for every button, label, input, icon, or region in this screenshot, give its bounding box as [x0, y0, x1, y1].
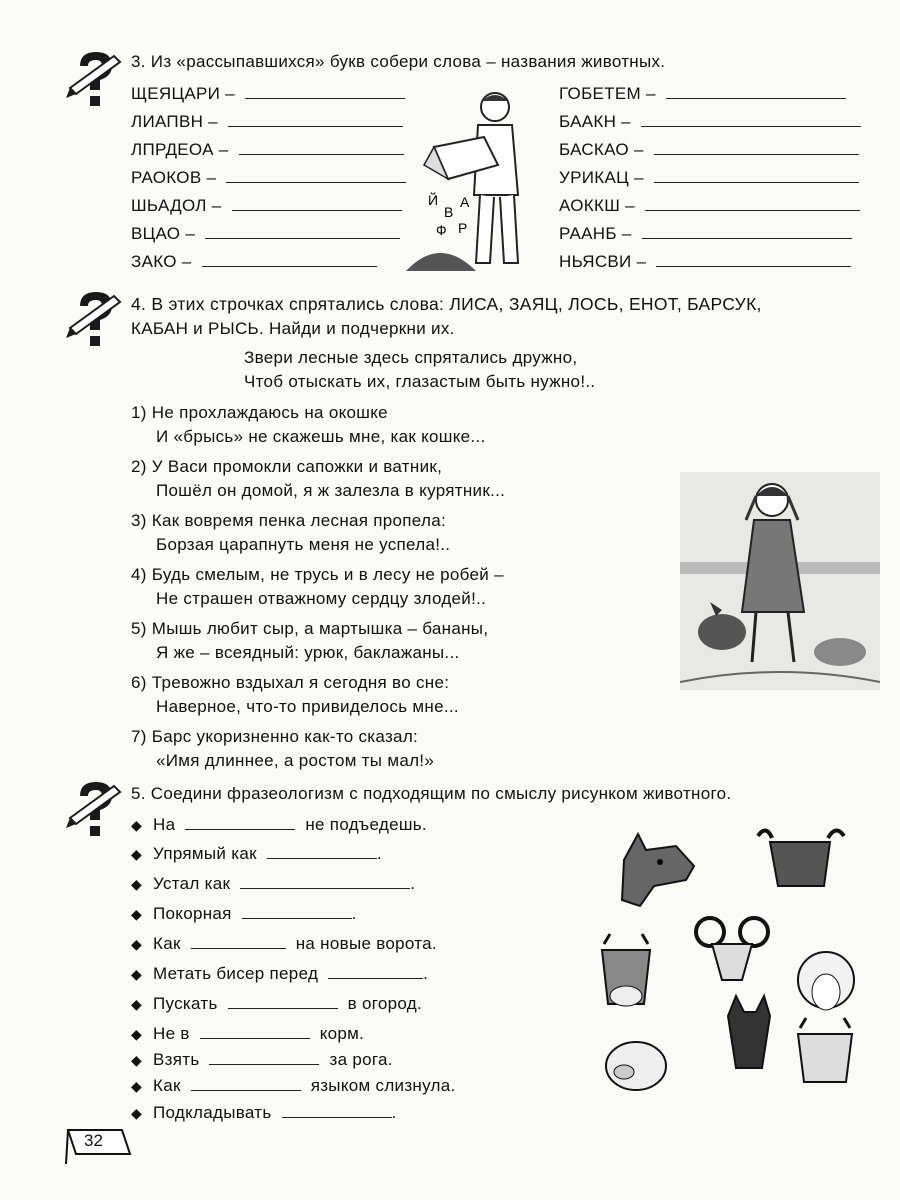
answer-line[interactable] [226, 168, 406, 183]
idiom-item: ◆ Подкладывать . [131, 1103, 397, 1122]
epigraph-line: Звери лесные здесь спрятались дружно, [244, 348, 578, 367]
svg-text:Р: Р [458, 220, 468, 236]
verse-line: 1) Не прохлаждаюсь на окошке [131, 403, 388, 422]
scrambled-word: БАСКАО – [559, 140, 869, 160]
answer-line[interactable] [242, 904, 352, 919]
answer-line[interactable] [205, 224, 400, 239]
diamond-bullet-icon: ◆ [131, 1026, 143, 1042]
scrambled-word: БААКН – [559, 112, 871, 132]
verse-line: 6) Тревожно вздыхал я сегодня во сне: [131, 673, 450, 692]
cow-head-icon [602, 934, 650, 1006]
task3-title: 3. Из «рассыпавшихся» букв собери слова – названия животных. [131, 52, 666, 71]
boy-pouring-letters-illustration [400, 85, 555, 275]
diamond-bullet-icon: ◆ [131, 996, 143, 1012]
diamond-bullet-icon: ◆ [131, 1052, 143, 1068]
idiom-item: ◆ На не подъедешь. [131, 815, 427, 834]
scrambled-word: УРИКАЦ – [559, 168, 869, 188]
answer-line[interactable] [209, 1050, 319, 1065]
answer-line[interactable] [202, 252, 377, 267]
page-number: 32 [84, 1131, 103, 1150]
verse-line: Я же – всеядный: урюк, баклажаны... [156, 643, 460, 662]
answer-line[interactable] [185, 815, 295, 830]
question-pencil-icon [66, 778, 124, 840]
epigraph-line: Чтоб отыскать их, глазастым быть нужно!.. [244, 372, 596, 391]
verse-line: 5) Мышь любит сыр, а мартышка – бананы, [131, 619, 489, 638]
scrambled-word: НЬЯСВИ – [559, 252, 861, 272]
diamond-bullet-icon: ◆ [131, 876, 143, 892]
scrambled-word: РААНБ – [559, 224, 862, 244]
answer-line[interactable] [656, 252, 851, 267]
horse-head-icon [622, 834, 694, 906]
answer-line[interactable] [328, 964, 423, 979]
page-number-badge [64, 1124, 134, 1166]
answer-line[interactable] [282, 1103, 392, 1118]
answer-line[interactable] [654, 140, 859, 155]
scrambled-word: ШЬАДОЛ – [131, 196, 412, 216]
task4-title-line1: 4. В этих строчках спрятались слова: ЛИСА, ЗАЯЦ, ЛОСЬ, ЕНОТ, БАРСУК, [131, 294, 762, 314]
verse-line: Не страшен отважному сердцу злодей!.. [156, 589, 487, 608]
idiom-item: ◆ Как на новые ворота. [131, 934, 437, 953]
scrambled-word: ЩЕЯЦАРИ – [131, 84, 415, 104]
diamond-bullet-icon: ◆ [131, 936, 143, 952]
scrambled-word: РАОКОВ – [131, 168, 416, 188]
scrambled-word: АОККШ – [559, 196, 870, 216]
animal-heads-illustration [590, 820, 890, 1110]
calf-head-icon [798, 1018, 852, 1082]
donkey-head-icon [728, 996, 770, 1068]
question-pencil-icon [66, 288, 124, 350]
answer-line[interactable] [191, 1076, 301, 1091]
girl-with-chickens-illustration [680, 472, 880, 690]
verse-line: «Имя длиннее, а ростом ты мал!» [156, 751, 435, 770]
idiom-item: ◆ Устал как . [131, 874, 416, 893]
answer-line[interactable] [239, 140, 404, 155]
verse-line: 3) Как вовремя пенка лесная пропела: [131, 511, 446, 530]
idiom-item: ◆ Как языком слизнула. [131, 1076, 456, 1095]
verse-line: Наверное, что-то привиделось мне... [156, 697, 459, 716]
answer-line[interactable] [228, 994, 338, 1009]
sheep-head-icon [798, 952, 854, 1010]
verse-line: 7) Барс укоризненно как-то сказал: [131, 727, 419, 746]
task4-title-line2: КАБАН и РЫСЬ. Найди и подчеркни их. [131, 319, 455, 338]
idiom-item: ◆ Метать бисер перед . [131, 964, 429, 983]
answer-line[interactable] [267, 844, 377, 859]
verse-line: Борзая царапнуть меня не успела!.. [156, 535, 451, 554]
verse-line: Пошёл он домой, я ж залезла в курятник... [156, 481, 506, 500]
answer-line[interactable] [200, 1024, 310, 1039]
scrambled-word: ГОБЕТЕМ – [559, 84, 856, 104]
answer-line[interactable] [232, 196, 402, 211]
pig-head-icon [606, 1042, 666, 1090]
scrambled-word: ЛПРДЕОА – [131, 140, 414, 160]
answer-line[interactable] [240, 874, 410, 889]
answer-line[interactable] [645, 196, 860, 211]
verse-line: 4) Будь смелым, не трусь и в лесу не робей – [131, 565, 504, 584]
answer-line[interactable] [654, 168, 859, 183]
ram-head-icon [696, 918, 768, 980]
idiom-item: ◆ Не в корм. [131, 1024, 365, 1043]
verse-line: И «брысь» не скажешь мне, как кошке... [156, 427, 486, 446]
answer-line[interactable] [666, 84, 846, 99]
diamond-bullet-icon: ◆ [131, 1105, 143, 1121]
question-pencil-icon [66, 48, 124, 110]
svg-text:Й: Й [428, 192, 439, 208]
verse-line: 2) У Васи промокли сапожки и ватник, [131, 457, 443, 476]
answer-line[interactable] [642, 224, 852, 239]
answer-line[interactable] [191, 934, 286, 949]
diamond-bullet-icon: ◆ [131, 817, 143, 833]
diamond-bullet-icon: ◆ [131, 906, 143, 922]
idiom-item: ◆ Упрямый как . [131, 844, 382, 863]
answer-line[interactable] [245, 84, 405, 99]
idiom-item: ◆ Пускать в огород. [131, 994, 423, 1013]
bull-head-icon [758, 830, 844, 886]
answer-line[interactable] [641, 112, 861, 127]
idiom-item: ◆ Покорная . [131, 904, 357, 923]
svg-text:А: А [460, 194, 470, 210]
scrambled-word: ВЦАО – [131, 224, 410, 244]
answer-line[interactable] [228, 112, 403, 127]
svg-text:В: В [444, 204, 454, 220]
idiom-item: ◆ Взять за рога. [131, 1050, 393, 1069]
task5-title: 5. Соедини фразеологизм с подходящим по смыслу рисунком животного. [131, 784, 732, 803]
scrambled-word: ЛИАПВН – [131, 112, 413, 132]
diamond-bullet-icon: ◆ [131, 966, 143, 982]
diamond-bullet-icon: ◆ [131, 1078, 143, 1094]
svg-text:Ф: Ф [436, 222, 447, 238]
diamond-bullet-icon: ◆ [131, 846, 143, 862]
scrambled-word: ЗАКО – [131, 252, 387, 272]
